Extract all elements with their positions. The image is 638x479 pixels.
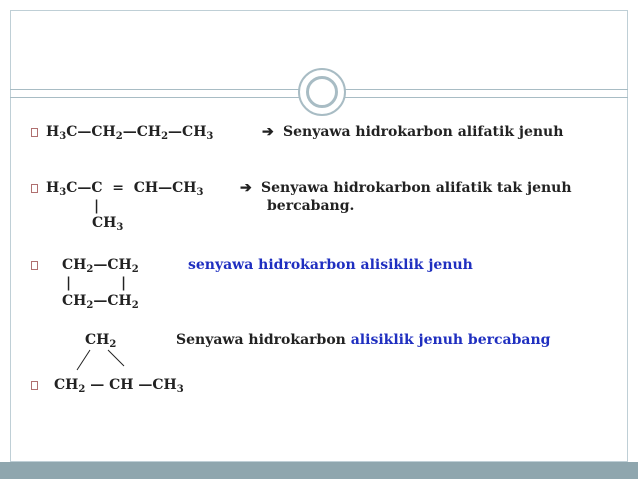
formula-methylpropene: $H_3C—C$ = $CH—CH_3$ (46, 180, 204, 198)
formula-methylcyclopropane-top: $CH_2$ (85, 332, 117, 350)
ring-bond-left: | (66, 275, 72, 291)
arrow-right-icon: ➔ (240, 180, 252, 196)
bullet-icon (31, 184, 38, 193)
description-4: Senyawa hidrokarbon alisiklik jenuh bercabang (176, 332, 551, 348)
formula-cyclobutane-top: $CH_2—CH_2$ (62, 257, 139, 275)
formula-cyclobutane-bottom: $CH_2—CH_2$ (62, 293, 139, 311)
description-2-line2: bercabang. (267, 198, 355, 214)
branch-bond: | (94, 198, 100, 214)
arrow-right-icon: ➔ (262, 124, 274, 140)
bullet-icon (31, 128, 38, 137)
formula-methylcyclopropane-bottom: $CH_2$ — CH $—CH_3$ (54, 377, 184, 395)
bullet-icon (31, 381, 38, 390)
footer-band (0, 462, 638, 479)
branch-ch3: $CH_3$ (92, 215, 124, 233)
formula-butane: $H_3C—CH_2—CH_2—CH_3$ (46, 124, 214, 142)
ring-ornament-icon (298, 68, 346, 116)
ring-bond-right: | (121, 275, 127, 291)
description-2-line1: Senyawa hidrokarbon alifatik tak jenuh (261, 180, 572, 196)
ring-bonds (70, 348, 130, 372)
bullet-icon (31, 261, 38, 270)
description-1: Senyawa hidrokarbon alifatik jenuh (283, 124, 564, 140)
description-3: senyawa hidrokarbon alisiklik jenuh (188, 257, 473, 273)
